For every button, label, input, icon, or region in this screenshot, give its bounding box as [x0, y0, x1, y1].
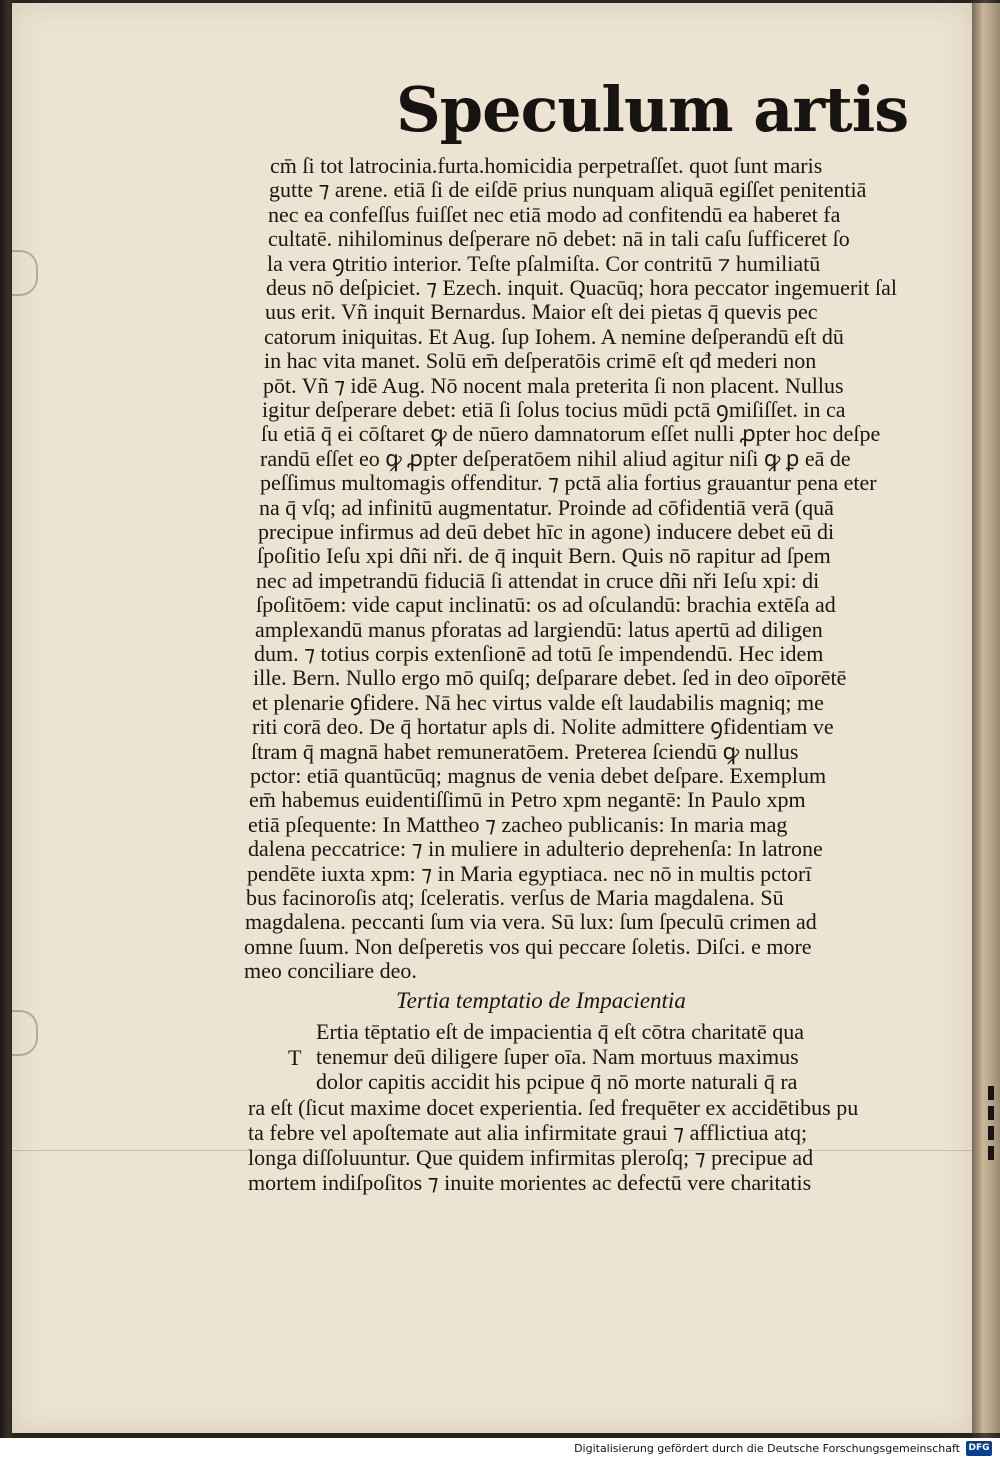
text-line: ſtram q̄ magnā habet remuneratōem. Preterea ſciendū ꝙ nullus	[251, 739, 799, 764]
text-line: meo conciliare deo.	[244, 958, 417, 983]
text-line: nec ad impetrandū fiduciā ſi attendat in cruce dñi nři Ieſu xpi: di	[256, 568, 820, 593]
text-line: igitur deſperare debet: etiā ſi ſolus tocius mūdi pctā ꝯmiſiſſet. in ca	[262, 397, 846, 422]
text-line: etiā pſequente: In Mattheo ⁊ zacheo publicanis: In maria mag	[248, 812, 788, 837]
text-line: peſſimus multomagis offenditur. ⁊ pctā alia fortius grauantur pena eter	[260, 470, 877, 495]
text-line: magdalena. peccanti ſum via vera. Sū lux: ſum ſpeculū crimen ad	[245, 909, 817, 934]
page-title: Speculum artis	[396, 73, 909, 146]
dfg-logo: DFG	[966, 1441, 992, 1456]
text-line: ſpoſitōem: vide caput inclinatū: os ad oſculandū: brachia extēſa ad	[256, 592, 836, 617]
text-line: catorum iniquitas. Et Aug. ſup Iohem. A nemine deſperandū eſt dū	[264, 324, 844, 349]
text-line: randū eſſet eo ꝙ ꝓpter deſperatōem nihil aliud agitur niſi ꝙ ꝑ eā de	[260, 446, 851, 471]
binding-hole-top	[12, 250, 38, 296]
page-edge	[972, 3, 1000, 1433]
text-line: pctor: etiā quantūcūq; magnus de venia debet deſpare. Exemplum	[250, 763, 827, 788]
text-line: ta febre vel apoſtemate aut alia infirmitate graui ⁊ afflictiua atq;	[248, 1120, 808, 1145]
text-line: uus erit. Vñ inquit Bernardus. Maior eſt dei pietas q̄ quevis pec	[265, 299, 818, 324]
binding-hole-bottom	[12, 1010, 38, 1056]
text-line: pōt. Vñ ⁊ idē Aug. Nō nocent mala preterita ſi non placent. Nullus	[263, 373, 844, 398]
text-line: nec ea confeſſus fuiſſet nec etiā modo ad confitendū ea haberet fa	[268, 202, 841, 227]
text-line: dalena peccatrice: ⁊ in muliere in adulterio deprehenſa: In latrone	[248, 836, 823, 861]
text-line: amplexandū manus pforatas ad largiendū: latus apertū ad diligen	[255, 617, 823, 642]
text-line: riti corā deo. De q̄ hortatur apls di. Nolite admittere ꝯfidentiam ve	[252, 714, 834, 739]
text-line: la vera ꝯtritio interior. Teſte pſalmiſta. Cor contritū ⁊ humiliatū	[267, 251, 821, 276]
text-line: mortem indiſpoſitos ⁊ inuite morientes ac defectū vere charitatis	[248, 1170, 812, 1195]
text-line: cultatē. nihilominus deſperare nō debet: nā in tali caſu ſufficeret ſo	[268, 226, 850, 251]
text-line: cm̄ ſi tot latrocinia.furta.homicidia perpetraſſet. quot ſunt maris	[270, 153, 823, 178]
text-line: longa diſſoluuntur. Que quidem infirmitas pleroſq; ⁊ precipue ad	[248, 1145, 814, 1170]
text-line: in hac vita manet. Solū em̄ deſperatōis crimē eſt qđ mederi non	[264, 348, 817, 373]
text-line: omne ſuum. Non deſperetis vos qui peccare ſoletis. Diſci. e more	[244, 934, 812, 959]
text-line: et plenarie ꝯfidere. Nā hec virtus valde eſt laudabilis magniq; me	[252, 690, 824, 715]
initial-letter: T	[288, 1045, 302, 1070]
footer-bar	[0, 1438, 1000, 1460]
text-line: pendēte iuxta xpm: ⁊ in Maria egyptiaca. nec nō in multis pctorī	[247, 861, 812, 886]
text-line: na q̄ vſq; ad infinitū augmentatur. Proinde ad cōfidentiā verā (quā	[259, 495, 834, 520]
text-line: em̄ habemus euidentiſſimū in Petro xpm negantē: In Paulo xpm	[249, 787, 806, 812]
text-line: deus nō deſpiciet. ⁊ Ezech. inquit. Quacūq; hora peccator ingemuerit ſal	[266, 275, 897, 300]
text-line: bus facinoroſis atq; ſceleratis. verſus de Maria magdalena. Sū	[246, 885, 784, 910]
text-line: ra eſt (ſicut maxime docet experientia. ſed frequēter ex accidētibus pu	[248, 1095, 859, 1120]
text-line: Ertia tēptatio eſt de impacientia q̄ eſt cōtra charitatē qua	[316, 1019, 805, 1044]
text-line: ſu etiā q̄ ei cōſtaret ꝙ de nūero damnatorum eſſet nulli ꝓpter hoc deſpe	[261, 421, 881, 446]
text-line: gutte ⁊ arene. etiā ſi de eiſdē prius nunquam aliquā egiſſet penitentiā	[269, 177, 867, 202]
edge-marks	[988, 1080, 998, 1180]
text-line: dum. ⁊ totius corpis extenſionē ad totū ſe impendendū. Hec idem	[254, 641, 824, 666]
text-line: dolor capitis accidit his pcipue q̄ nō morte naturali q̄ ra	[316, 1069, 798, 1094]
text-line: ſpoſitio Ieſu xpi dñi nři. de q̄ inquit Bern. Quis nō rapitur ad ſpem	[257, 543, 831, 568]
funding-credit: Digitalisierung gefördert durch die Deutsche Forschungsgemeinschaft	[574, 1442, 960, 1455]
text-line: tenemur deū diligere ſuper oīa. Nam mortuus maximus	[316, 1044, 799, 1069]
text-line: precipue infirmus ad deū debet hīc in agone) inducere debet eū di	[258, 519, 835, 544]
text-line: ille. Bern. Nullo ergo mō quiſq; deſparare debet. ſed in deo oīporētē	[253, 665, 847, 690]
section-heading: Tertia temptatio de Impacientia	[396, 988, 686, 1013]
